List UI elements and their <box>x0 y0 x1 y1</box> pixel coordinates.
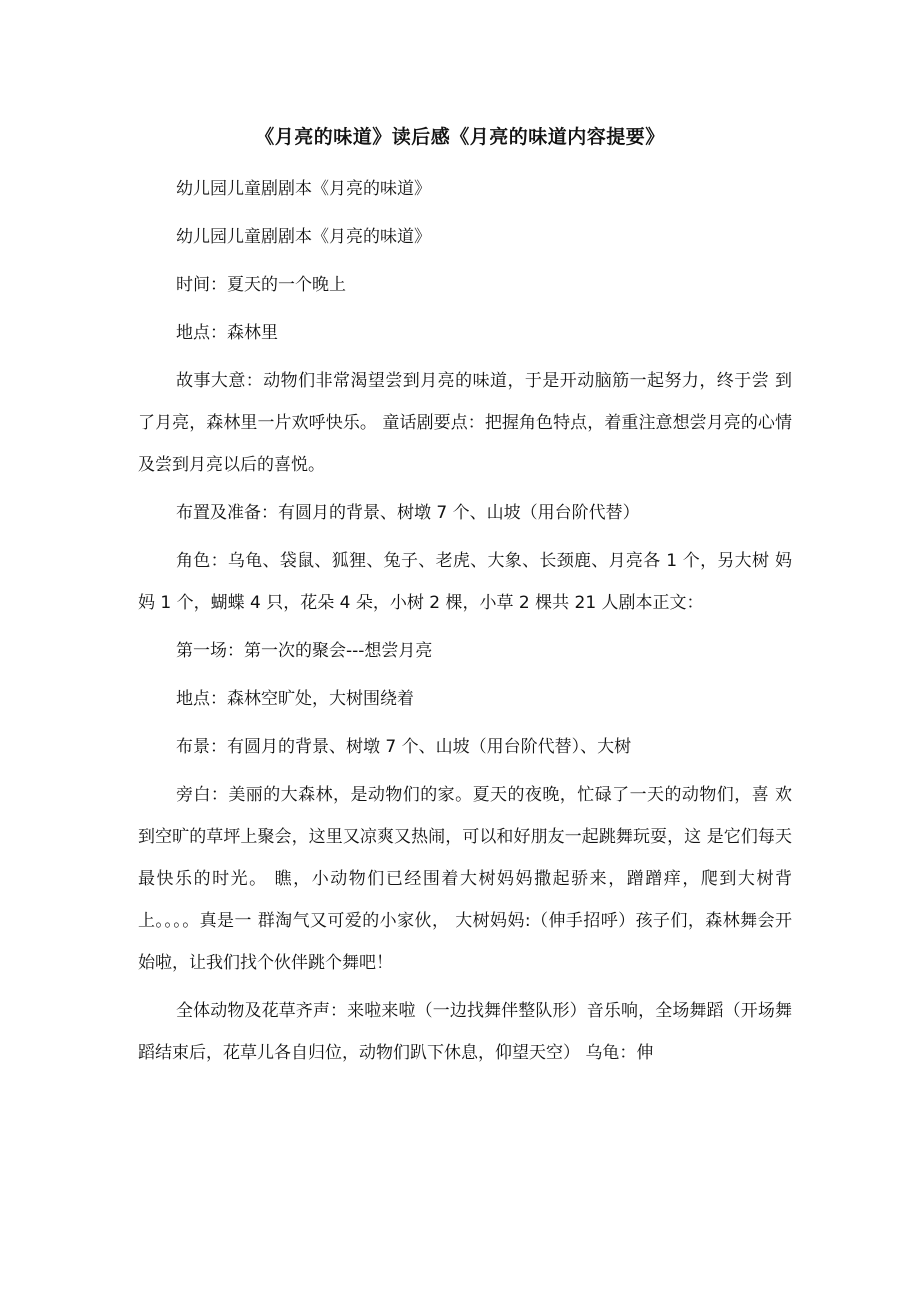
document-title: 《月亮的味道》读后感《月亮的味道内容提要》 <box>255 126 665 148</box>
paragraph-setup: 布置及准备：有圆月的背景、树墩 7 个、山坡（用台阶代替） <box>176 503 640 523</box>
paragraph-scene-1-location: 地点：森林空旷处，大树围绕着 <box>176 689 414 709</box>
document-body <box>138 168 792 1080</box>
paragraph-roles: 角色：乌龟、袋鼠、狐狸、兔子、老虎、大象、长颈鹿、月亮各 1 个，另大树 妈妈 1 个，蝴蝶 4 只，花朵 4 朵，小树 2 棵，小草 2 棵共 21 人剧本正文： <box>138 551 792 613</box>
paragraph-story-summary: 故事大意：动物们非常渴望尝到月亮的味道，于是开动脑筋一起努力，终于尝 到了月亮，森林里一片欢呼快乐。 童话剧要点：把握角色特点，着重注意想尝月亮的心情及尝到月亮以后的喜悦。 <box>138 371 792 475</box>
paragraph-narration: 旁白：美丽的大森林，是动物们的家。夏天的夜晚，忙碌了一天的动物们，喜 欢到空旷的草坪上聚会，这里又凉爽又热闹，可以和好朋友一起跳舞玩耍，这 是它们每天最快乐的时光。 瞧，小动物们已经围着大树妈妈撒起骄来，蹭蹭痒，爬到大树背上。。。。真是一 群淘气又可爱的小家伙， 大树妈妈:（伸手招呼）孩子们，森林舞会开始啦，让我们找个伙伴跳个舞吧！ <box>138 785 792 973</box>
paragraph-1: 幼儿园儿童剧剧本《月亮的味道》 <box>176 179 431 199</box>
paragraph-scene-1-set: 布景：有圆月的背景、树墩 7 个、山坡（用台阶代替）、大树 <box>176 737 632 757</box>
paragraph-time: 时间：夏天的一个晚上 <box>176 275 346 295</box>
paragraph-2: 幼儿园儿童剧剧本《月亮的味道》 <box>176 227 431 247</box>
paragraph-location: 地点：森林里 <box>176 323 278 343</box>
paragraph-scene-1: 第一场：第一次的聚会---想尝月亮 <box>176 641 433 661</box>
paragraph-chorus: 全体动物及花草齐声：来啦来啦（一边找舞伴整队形）音乐响，全场舞蹈（开场舞蹈结束后，花草儿各自归位，动物们趴下休息，仰望天空） 乌龟：伸 <box>138 1001 792 1063</box>
